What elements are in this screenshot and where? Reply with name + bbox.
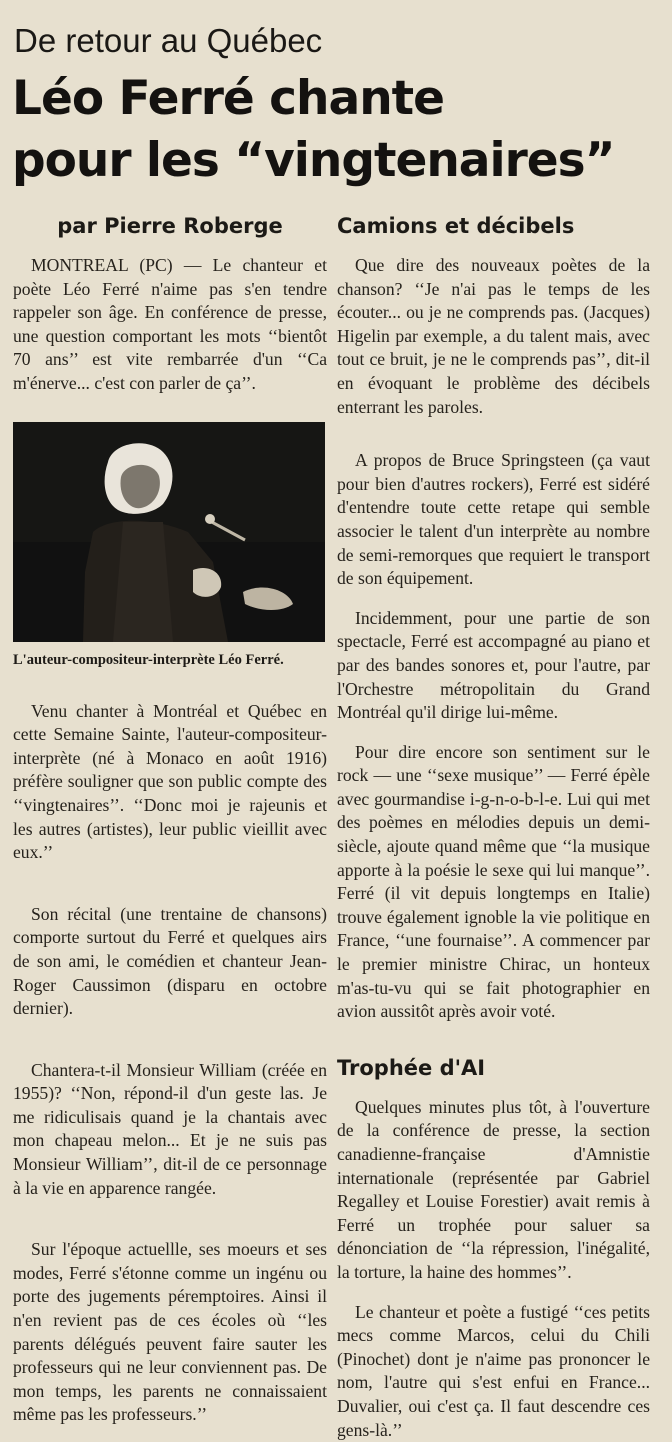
paragraph: Son récital (une trentaine de chansons) comporte surtout du Ferré et quelques airs de son ami, le comédien et chanteur Jean-Roger Caussimon (disparu en octobre dernier). (13, 903, 327, 1019)
paragraph: Sur l'époque actuellle, ses moeurs et ses modes, Ferré s'étonne comme un ingénu ou porte des jugements péremptoires. Ainsi il n'en revient pas de ces écoles où ‘‘les parents délégués peuvent faire sauter les professeurs qui ne leur conviennent pas. De mon temps, les parents ne connaissaient même pas les professeurs.’’ (13, 1239, 327, 1425)
subhead-camions: Camions et décibels (337, 214, 575, 238)
subhead-trophee: Trophée d'AI (337, 1055, 486, 1080)
paragraph: Venu chanter à Montréal et Québec en cette Semaine Sainte, l'auteur-compositeur-interprète (né à Monaco en août 1916) préfère souligner que son public compte des ‘‘vingtenaires’’. ‘‘Donc moi je rajeunis et les autres (artistes), leur public vieillit avec eux.’’ (13, 700, 327, 863)
right-column (337, 212, 650, 1442)
headline-line-1: Léo Ferré chante (12, 71, 444, 126)
singer-photo-illustration (13, 422, 325, 642)
paragraph: Chantera-t-il Monsieur William (créée en 1955)? ‘‘Non, répond-il d'un geste las. Je me ridiculisais quand je la chantais avec mon chapeau melon... Et je ne suis pas Monsieur William’’, dit-il de ce personnage à la vie en apparence rangée. (13, 1059, 327, 1198)
headline-line-2: pour les “vingtenaires” (12, 133, 615, 188)
kicker: De retour au Québec (14, 22, 323, 59)
paragraph: Incidemment, pour une partie de son spectacle, Ferré est accompagné au piano et par des bandes sonores et, pour l'autre, par l'Orchestre métropolitain du Grand Montréal qu'il dirige lui-même. (337, 607, 650, 723)
byline: par Pierre Roberge (57, 214, 283, 238)
photo (13, 422, 325, 642)
paragraph: MONTREAL (PC) — Le chanteur et poète Léo Ferré n'aime pas s'en tendre rappeler son âge. En conférence de presse, une question comportant les mots ‘‘bientôt 70 ans’’ est vite rembarrée d'un ‘‘Ca m'énerve... c'est con parler de ça’’. (13, 255, 327, 393)
paragraph: Pour dire encore son sentiment sur le rock — une ‘‘sexe musique’’ — Ferré épèle avec gourmandise i-g-n-o-b-l-e. Lui qui met des poèmes en mélodies depuis un demi-siècle, ajoute quand même que ‘‘la musique apporte à la poésie le sexe qui lui manque’’. Ferré (il vit depuis longtemps en Italie) trouve également ignoble la vie politique en France, ‘‘une fournaise’’. A commencer par le premier ministre Chirac, un honteux m'as-tu-vu qui se fait photographier en avion aussitôt après avoir voté. (337, 741, 650, 1022)
paragraph: Quelques minutes plus tôt, à l'ouverture de la conférence de presse, la section canadienne-française d'Amnistie internationale (représentée par Gabriel Regalley et Louise Forestier) avait remis à Ferré un trophée pour saluer sa dénonciation de ‘‘la répression, l'inégalité, la torture, la haine des hommes’’. (337, 1096, 650, 1282)
paragraph: A propos de Bruce Springsteen (ça vaut pour bien d'autres rockers), Ferré est sidéré d'entendre toute cette retape qui semble associer le talent d'un interprète au nombre de semi-remorques que requiert le transport de son équipement. (337, 450, 650, 589)
headline (12, 68, 662, 192)
left-column (13, 212, 327, 1427)
paragraph: Le chanteur et poète a fustigé ‘‘ces petits mecs comme Marcos, celui du Chili (Pinochet) dont je n'aime pas prononcer le nom, l'autre qui s'est enfui en France... Duvalier, oui c'est ça. Il faut descendre ces gens-là.’’ (337, 1301, 650, 1440)
paragraph: Que dire des nouveaux poètes de la chanson? ‘‘Je n'ai pas le temps de les écouter... ou je ne comprends pas. (Jacques) Higelin par exemple, a du talent mais, avec tout ce bruit, je ne le comprends pas’’, dit-il en évoquant le problème des décibels enterrant les paroles. (337, 255, 650, 417)
photo-caption: L'auteur-compositeur-interprète Léo Ferré. (13, 651, 284, 668)
